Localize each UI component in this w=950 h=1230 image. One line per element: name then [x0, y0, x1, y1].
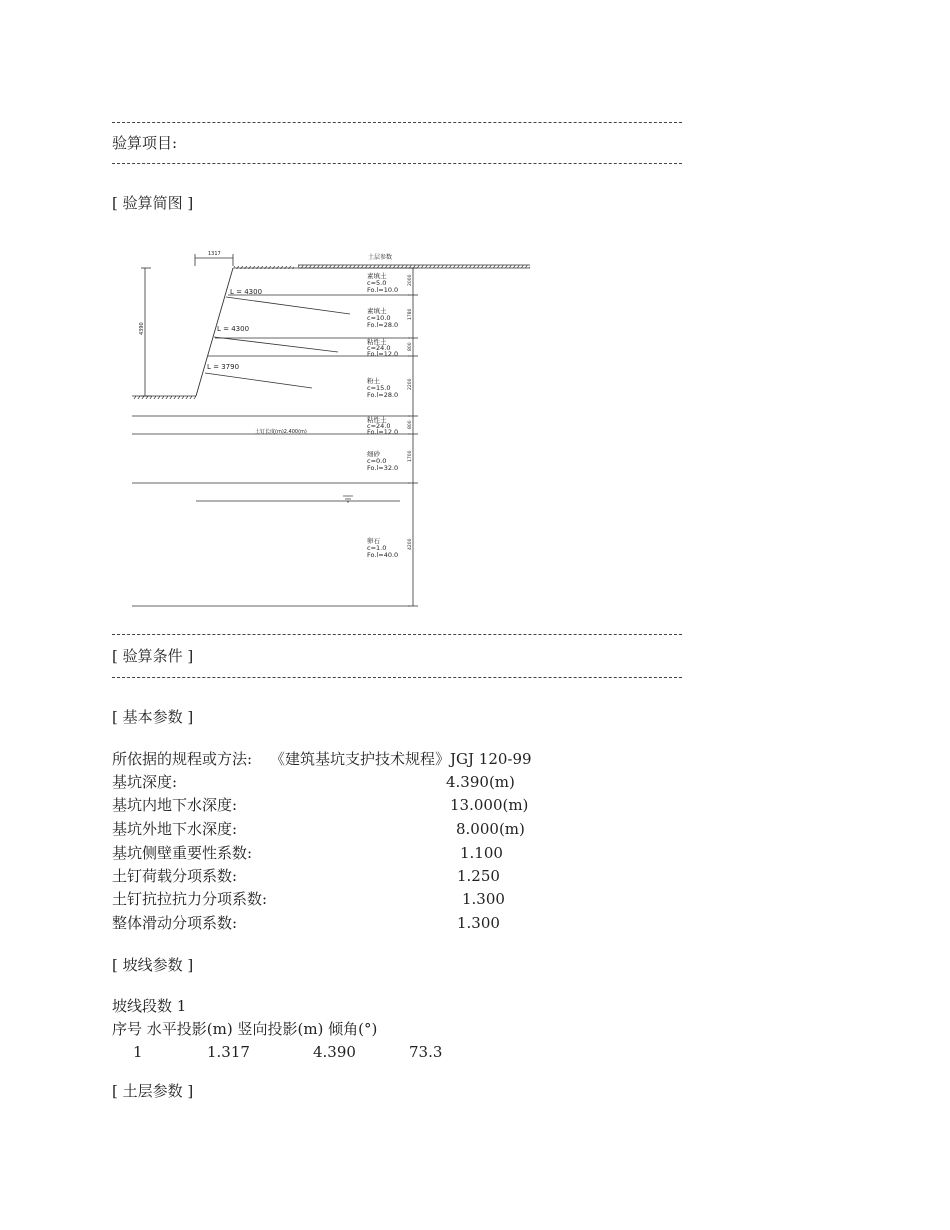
layer-6-name: 细砂: [367, 450, 380, 458]
nail-label-1: L = 4300: [230, 288, 263, 296]
rule-top: [112, 122, 682, 123]
top-dimension: [195, 251, 233, 266]
ground-surface: [233, 253, 530, 269]
param-outer-water-value: 8.000(m): [456, 820, 525, 838]
layer-4-phi: Fo.l=28.0: [367, 391, 399, 399]
section-slope-title: [ 坡线参数 ]: [112, 956, 194, 974]
section-soil-title: [ 土层参数 ]: [112, 1082, 194, 1100]
param-nail-load-value: 1.250: [457, 867, 500, 885]
thick-6: 1700: [408, 450, 413, 462]
param-outer-water-label: 基坑外地下水深度:: [112, 820, 238, 838]
nail-label-2: L = 4300: [217, 325, 250, 333]
layer-4-c: c=15.0: [367, 384, 391, 392]
layer-2-name: 素填土: [367, 307, 387, 315]
layer-labels: [367, 271, 398, 559]
water-label: 土钉长度(m)2.400(m): [255, 429, 307, 435]
param-inner-water-value: 13.000(m): [450, 796, 529, 814]
depth-dim-text: 4390: [139, 322, 145, 335]
layer-7-phi: Fo.l=40.0: [367, 551, 399, 559]
layer-2-phi: Fo.l=28.0: [367, 321, 399, 329]
layer-7-name: 卵石: [367, 537, 380, 545]
layer-thickness-dimension: [407, 268, 418, 606]
thick-2: 1780: [408, 308, 413, 320]
param-depth-label: 基坑深度:: [112, 773, 178, 791]
param-method-label: 所依据的规程或方法:: [112, 750, 253, 768]
section-basic-title: [ 基本参数 ]: [112, 708, 194, 726]
depth-dimension: [139, 268, 151, 396]
layer-3-name: 粘性土: [367, 338, 387, 346]
slope-row-h: 1.317: [207, 1043, 250, 1061]
param-inner-water-label: 基坑内地下水深度:: [112, 796, 238, 814]
slope-table-header: 序号 水平投影(m) 竖向投影(m) 倾角(°): [112, 1020, 378, 1038]
rule-above-conditions: [112, 634, 682, 635]
slope-diagram: [0, 240, 950, 640]
thick-3: 800: [408, 342, 413, 351]
layer-5-name: 粘性土: [367, 416, 387, 424]
layer-1-c: c=5.0: [367, 279, 387, 287]
param-method-value: 《建筑基坑支护技术规程》JGJ 120-99: [270, 750, 532, 768]
param-depth-value: 4.390(m): [446, 773, 515, 791]
param-nail-tension-label: 土钉抗拉抗力分项系数:: [112, 890, 268, 908]
rule-below-project: [112, 163, 682, 164]
thick-1: 2000: [408, 274, 413, 286]
slope-row-no: 1: [133, 1043, 143, 1061]
param-importance-label: 基坑侧壁重要性系数:: [112, 844, 253, 862]
slope-row-v: 4.390: [313, 1043, 356, 1061]
layer-1-name: 素填土: [367, 272, 387, 280]
slope-count: 坡线段数 1: [112, 997, 187, 1015]
layer-6-phi: Fo.l=32.0: [367, 464, 399, 472]
layer-7-c: c=1.0: [367, 544, 387, 552]
project-label: 验算项目:: [112, 134, 178, 152]
soil-nails: [205, 297, 350, 388]
param-nail-load-label: 土钉荷载分项系数:: [112, 867, 238, 885]
layer-5-phi: Fo.l=12.0: [367, 428, 399, 436]
thick-5: 800: [408, 420, 413, 429]
thick-4: 2200: [408, 378, 413, 390]
param-sliding-value: 1.300: [457, 914, 500, 932]
soil-params-label: 土层参数: [368, 254, 393, 261]
section-conditions-title: [ 验算条件 ]: [112, 647, 194, 665]
layer-3-c: c=24.0: [367, 344, 391, 352]
rule-below-conditions: [112, 677, 682, 678]
param-sliding-label: 整体滑动分项系数:: [112, 914, 238, 932]
layer-1-phi: Fo.l=10.0: [367, 286, 399, 294]
layer-5-c: c=24.0: [367, 422, 391, 430]
pit-bottom: [132, 396, 196, 399]
top-dim-text: 1317: [208, 251, 221, 257]
section-diagram-title: [ 验算简图 ]: [112, 194, 194, 212]
nail-label-3: L = 3790: [207, 363, 240, 371]
layer-2-c: c=10.0: [367, 314, 391, 322]
slope-row-angle: 73.3: [409, 1043, 443, 1061]
layer-4-name: 粉土: [367, 377, 380, 385]
param-importance-value: 1.100: [460, 844, 503, 862]
param-nail-tension-value: 1.300: [462, 890, 505, 908]
layer-3-phi: Fo.l=12.0: [367, 350, 399, 358]
layer-6-c: c=0.0: [367, 457, 387, 465]
thick-7: 4200: [408, 538, 413, 550]
